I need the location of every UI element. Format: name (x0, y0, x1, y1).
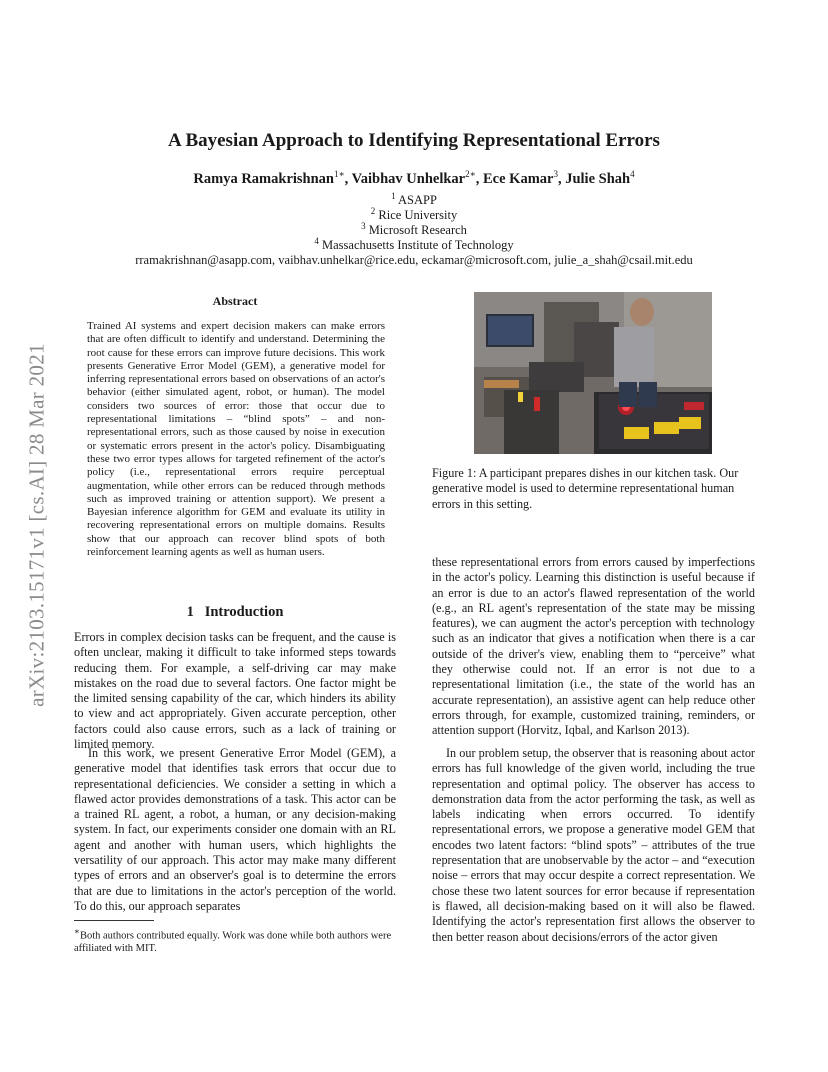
affiliation (0, 220, 828, 238)
affiliation-mark: 1 (391, 190, 396, 201)
section-title: Introduction (204, 604, 284, 620)
author-name: Ece Kamar (483, 171, 554, 187)
paragraph-text: these representational errors from errors caused by imperfections in the actor's policy. Learning this distinction is useful because if an error is due to an actor's flawed representation of the world (e.g., an RL agent's representation of the state may be missing features), we can augment the actor's perception with technology such as an indicator that gives a notification when there is a car outside of the driver's view, enabling them to “perceive” what they otherwise could not. If an error is not due to a representational limitation (i.e., the state of the world has an accurate representation), an assistive agent can help reduce other errors through, for example, customized training, reminders, or attention support (Horvitz, Iqbal, and Karlson 2013). (432, 555, 755, 738)
arxiv-id: arXiv:2103.15171v1 [cs.AI] 28 Mar 2021 (24, 343, 49, 707)
affiliation-name: Microsoft Research (368, 223, 467, 237)
affiliation-mark: 3 (361, 220, 366, 231)
footnote (74, 925, 396, 956)
author-list: Ramya Ramakrishnan$^{1∗}$, Vaibhav Unhelkar$^{2∗}$, Ece Kamar$^3$, Julie Shah$^4$ (193, 169, 635, 187)
affiliation (0, 205, 828, 223)
affiliation (0, 190, 828, 208)
author-mark: 3 (553, 169, 558, 180)
footnote-mark: ∗ (74, 926, 80, 936)
paragraph-text: In our problem setup, the observer that is reasoning about actor errors has full knowledge of the given world, including the true representation and optimal policy. The observer has access to demonstration data from the actor performing the task, as well as labels indicating when errors occurred. To identify representational errors, we propose a generative model GEM that encodes two latent factors: “blind spots” – attributes of the true representation that are unobservable by the actor – and “execution noise – errors that may occur despite a correct representation. We chose these two latent sources for error because if representation is flawed, all decision-making based on it will also be flawed. Identifying the actor's representation first allows the observer to then better reason about decisions/errors of the actor given (432, 746, 755, 944)
footnote-text: Both authors contributed equally. Work was done while both authors were affiliated with MIT. (74, 930, 392, 954)
affiliation-mark: 4 (314, 235, 319, 246)
arxiv-stamp (22, 295, 52, 755)
paper-title: A Bayesian Approach to Identifying Representational Errors (168, 130, 660, 151)
affiliation-mark: 2 (370, 205, 376, 216)
paragraph (74, 746, 396, 914)
affiliation-name: ASAPP (398, 193, 437, 207)
affiliation-name: Rice University (378, 208, 458, 222)
author-mark: 1∗ (334, 169, 345, 180)
author-name: Ramya Ramakrishnan (193, 171, 334, 187)
author-mark: 4 (630, 169, 635, 180)
affiliation-name: Massachusetts Institute of Technology (322, 238, 514, 252)
section-number: 1 (186, 604, 194, 620)
paragraph-text: Errors in complex decision tasks can be frequent, and the cause is often unclear, making it difficult to take informed steps towards reducing them. For example, a self-driving car may make mistakes on the road due to several factors. One factor might be the limited sensing capability of the car, which hinders its ability to view and act appropriately. Given accurate perception, other factors could also cause errors, such as a lack of training or limited memory. (74, 630, 396, 752)
author-name: Julie Shah (565, 171, 631, 187)
paragraph-text: In this work, we present Generative Error Model (GEM), a generative model that identifies task errors that occur due to representational deficiencies. We consider a setting in which a flawed actor provides demonstrations of a task. This actor can be a trained RL agent, a robot, a human, or any decision-making system. In fact, our experiments consider one domain with an RL agent and another with human users, which highlights the versatility of our approach. This actor may make many different types of errors and an observer's goal is to determine the errors that are due to limitations in the actor's perception of the world. To do this, our approach separates (74, 746, 396, 913)
author-name: Vaibhav Unhelkar (351, 171, 466, 187)
paragraph (74, 630, 396, 752)
abstract-heading: Abstract (212, 294, 258, 308)
abstract-text: Trained AI systems and expert decision makers can make errors that are often difficult to identify and understand. Determining the root cause for these errors can improve future decisions. This work presents Generative Error Model (GEM), a generative model for inferring representational errors based on observations of an actor's behavior (either simulated agent, robot, or human). The model considers two sources of error: those that occur due to representational limitations – “blind spots” – and non-representational errors, such as those caused by noise in execution or systematic errors present in the actor's policy. Disambiguating these two error types allows for targeted refinement of the actor's policy (i.e., representational errors require perceptual augmentation, while other errors can be reduced through methods such as improved training or attention support). We present a Bayesian inference algorithm for GEM and evaluate its utility in recovering representational errors on multiple domains. Results show that our approach can recover blind spots of both reinforcement learning agents as well as human users. (87, 320, 385, 559)
section-heading (74, 604, 396, 621)
figure-photo (474, 292, 712, 454)
footnote-rule (74, 920, 154, 921)
paragraph (432, 746, 755, 945)
author-emails: rramakrishnan@asapp.com, vaibhav.unhelkar@rice.edu, eckamar@microsoft.com, julie_a_shah@csail.mit.edu (135, 253, 693, 267)
affiliation (0, 235, 828, 253)
author-mark: 2∗ (465, 169, 476, 180)
figure-caption: Figure 1: A participant prepares dishes in our kitchen task. Our generative model is used to determine representational human errors in this setting. (432, 466, 739, 511)
paragraph (432, 555, 755, 739)
